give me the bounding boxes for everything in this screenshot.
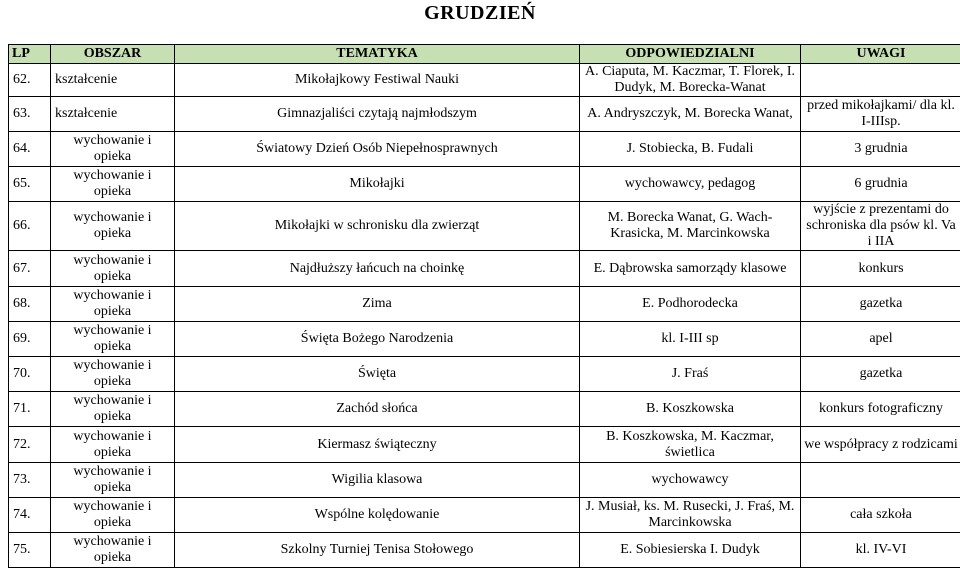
cell-lp: 68. [9,287,51,322]
cell-uwagi: wyjście z prezentami do schroniska dla psów kl. Va i IIA [801,202,960,251]
cell-uwagi [801,64,960,97]
cell-obszar: wychowanie i opieka [51,392,175,427]
cell-lp: 71. [9,392,51,427]
header-obszar: OBSZAR [51,45,175,64]
cell-odpowiedzialni: M. Borecka Wanat, G. Wach-Krasicka, M. Marcinkowska [580,202,801,251]
cell-lp: 62. [9,64,51,97]
cell-uwagi: 6 grudnia [801,167,960,202]
cell-odpowiedzialni: wychowawcy [580,463,801,498]
table-row [9,251,960,287]
cell-odpowiedzialni: J. Fraś [580,357,801,392]
cell-tematyka: Zachód słońca [175,392,580,427]
cell-obszar: wychowanie i opieka [51,287,175,322]
cell-lp: 65. [9,167,51,202]
cell-lp: 75. [9,533,51,568]
table-row [9,287,960,322]
cell-tematyka: Święta Bożego Narodzenia [175,322,580,357]
cell-tematyka: Gimnazjaliści czytają najmłodszym [175,97,580,132]
cell-tematyka: Najdłuższy łańcuch na choinkę [175,251,580,287]
cell-odpowiedzialni: A. Andryszczyk, M. Borecka Wanat, [580,97,801,132]
cell-obszar: wychowanie i opieka [51,167,175,202]
table-row [9,357,960,392]
cell-uwagi: 3 grudnia [801,132,960,167]
cell-odpowiedzialni: kl. I-III sp [580,322,801,357]
table-row [9,97,960,132]
table-row [9,322,960,357]
cell-uwagi: gazetka [801,287,960,322]
cell-lp: 67. [9,251,51,287]
cell-tematyka: Święta [175,357,580,392]
cell-odpowiedzialni: A. Ciaputa, M. Kaczmar, T. Florek, I. Dudyk, M. Borecka-Wanat [580,64,801,97]
table-row [9,427,960,463]
cell-lp: 69. [9,322,51,357]
cell-lp: 66. [9,202,51,251]
table-row [9,64,960,97]
cell-obszar: wychowanie i opieka [51,357,175,392]
cell-lp: 72. [9,427,51,463]
header-row [9,45,960,64]
cell-tematyka: Kiermasz świąteczny [175,427,580,463]
cell-uwagi: konkurs [801,251,960,287]
page-title: GRUDZIEŃ [0,2,960,25]
cell-tematyka: Mikołajki [175,167,580,202]
cell-obszar: wychowanie i opieka [51,463,175,498]
cell-uwagi [801,463,960,498]
cell-uwagi: przed mikołajkami/ dla kl. I-IIIsp. [801,97,960,132]
cell-odpowiedzialni: E. Podhorodecka [580,287,801,322]
header-uwagi: UWAGI [801,45,960,64]
schedule-table [8,44,960,568]
header-odpowiedzialni: ODPOWIEDZIALNI [580,45,801,64]
cell-uwagi: we współpracy z rodzicami [801,427,960,463]
cell-uwagi: gazetka [801,357,960,392]
table-row [9,498,960,533]
cell-lp: 74. [9,498,51,533]
cell-odpowiedzialni: B. Koszkowska, M. Kaczmar, świetlica [580,427,801,463]
table-row [9,463,960,498]
table-row [9,167,960,202]
cell-uwagi: apel [801,322,960,357]
cell-odpowiedzialni: E. Sobiesierska I. Dudyk [580,533,801,568]
cell-odpowiedzialni: E. Dąbrowska samorządy klasowe [580,251,801,287]
cell-tematyka: Zima [175,287,580,322]
header-lp: LP [9,45,51,64]
table-row [9,132,960,167]
cell-obszar: kształcenie [51,97,175,132]
cell-obszar: wychowanie i opieka [51,533,175,568]
cell-lp: 63. [9,97,51,132]
cell-obszar: wychowanie i opieka [51,202,175,251]
cell-obszar: wychowanie i opieka [51,498,175,533]
cell-obszar: kształcenie [51,64,175,97]
cell-odpowiedzialni: J. Musiał, ks. M. Rusecki, J. Fraś, M. Marcinkowska [580,498,801,533]
cell-tematyka: Wigilia klasowa [175,463,580,498]
cell-obszar: wychowanie i opieka [51,427,175,463]
cell-odpowiedzialni: J. Stobiecka, B. Fudali [580,132,801,167]
cell-tematyka: Mikołajkowy Festiwal Nauki [175,64,580,97]
cell-uwagi: kl. IV-VI [801,533,960,568]
table-row [9,533,960,568]
cell-odpowiedzialni: wychowawcy, pedagog [580,167,801,202]
cell-obszar: wychowanie i opieka [51,251,175,287]
table-row [9,202,960,251]
cell-lp: 73. [9,463,51,498]
cell-lp: 70. [9,357,51,392]
cell-uwagi: cała szkoła [801,498,960,533]
cell-tematyka: Mikołajki w schronisku dla zwierząt [175,202,580,251]
cell-tematyka: Światowy Dzień Osób Niepełnosprawnych [175,132,580,167]
header-tematyka: TEMATYKA [175,45,580,64]
cell-tematyka: Szkolny Turniej Tenisa Stołowego [175,533,580,568]
cell-tematyka: Wspólne kolędowanie [175,498,580,533]
table-row [9,392,960,427]
cell-lp: 64. [9,132,51,167]
cell-odpowiedzialni: B. Koszkowska [580,392,801,427]
cell-uwagi: konkurs fotograficzny [801,392,960,427]
cell-obszar: wychowanie i opieka [51,132,175,167]
cell-obszar: wychowanie i opieka [51,322,175,357]
